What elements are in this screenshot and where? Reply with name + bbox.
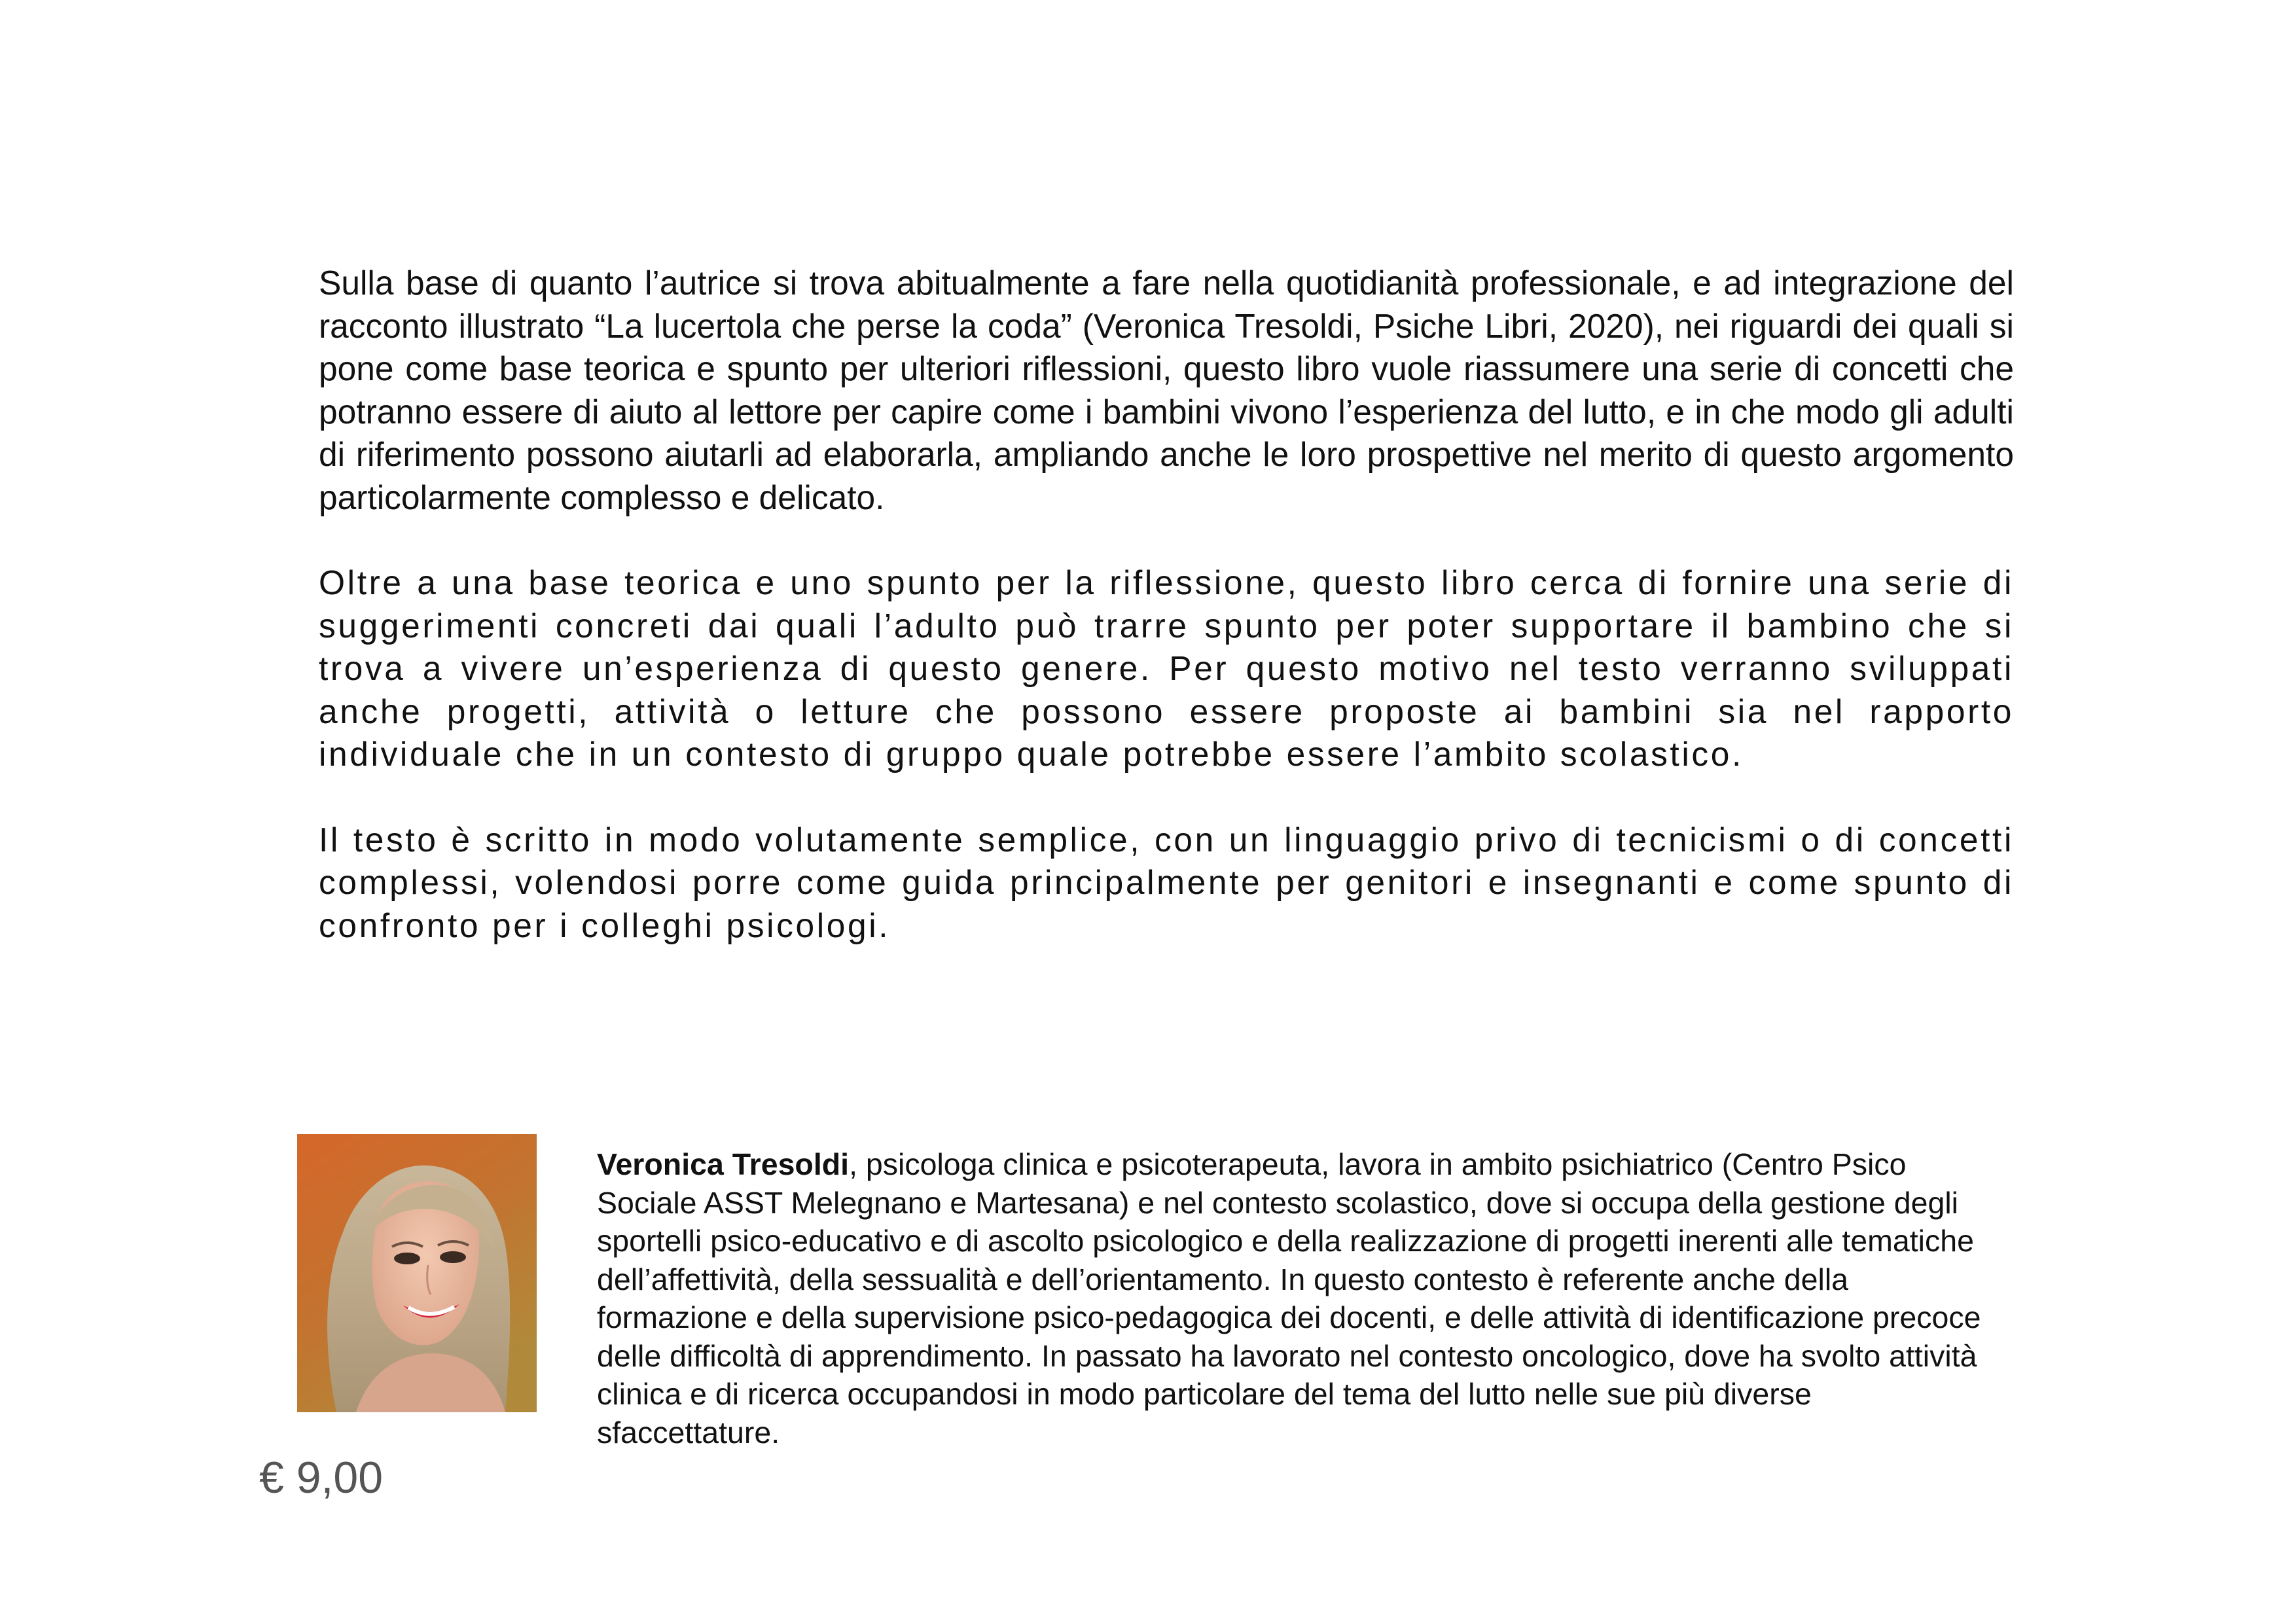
blurb-paragraph-3: Il testo è scritto in modo volutamente semplice, con un linguaggio privo di tecnicismi o di concetti complessi, volendosi porre come guida principalmente per genitori e insegnanti e come spunto di confronto per i colleghi psicologi.	[319, 820, 2014, 944]
author-portrait-image	[297, 1134, 537, 1412]
author-photo	[297, 1134, 537, 1412]
author-bio-text: , psicologa clinica e psicoterapeuta, lavora in ambito psichiatrico (Centro Psico Sociale ASST Melegnano e Martesana) e nel contesto scolastico, dove si occupa della gestione degli sportelli psico-educativo e di ascolto psicologico e della realizzazione di progetti inerenti alle tematiche dell’affettività, della sessualità e dell’orientamento. In questo contesto è referente anche della formazione e della supervisione psico-pedagogica dei docenti, e delle attività di identificazione precoce delle difficoltà di apprendimento. In passato ha lavorato nel contesto oncologico, dove ha svolto attività clinica e di ricerca occupandosi in modo particolare del tema del lutto nelle sue più diverse sfaccettature.	[597, 1147, 1981, 1450]
blurb-paragraph-2: Oltre a una base teorica e uno spunto per la riflessione, questo libro cerca di fornire una serie di suggerimenti concreti dai quali l’adulto può trarre spunto per poter supportare il bambino che si trova a vivere un’esperienza di questo genere. Per questo motivo nel testo verranno sviluppati anche progetti, attività o letture che possono essere proposte ai bambini sia nel rapporto individuale che in un contesto di gruppo quale potrebbe essere l’ambito scolastico.	[319, 563, 2014, 773]
blurb-paragraph-1: Sulla base di quanto l’autrice si trova abitualmente a fare nella quotidianità professionale, e ad integrazione del racconto illustrato “La lucertola che perse la coda” (Veronica Tresoldi, Psiche Libri, 2020), nei riguardi dei quali si pone come base teorica e spunto per ulteriori riflessioni, questo libro vuole riassumere una serie di concetti che potranno essere di aiuto al lettore per capire come i bambini vivono l’esperienza del lutto, e in che modo gli adulti di riferimento possono aiutarli ad elaborarla, ampliando anche le loro prospettive nel merito di questo argomento particolarmente complesso e delicato.	[319, 264, 2014, 516]
author-bio	[597, 1145, 1998, 1452]
back-cover-blurb	[319, 262, 2014, 989]
author-name: Veronica Tresoldi	[597, 1147, 850, 1181]
price-label: € 9,00	[259, 1453, 384, 1503]
